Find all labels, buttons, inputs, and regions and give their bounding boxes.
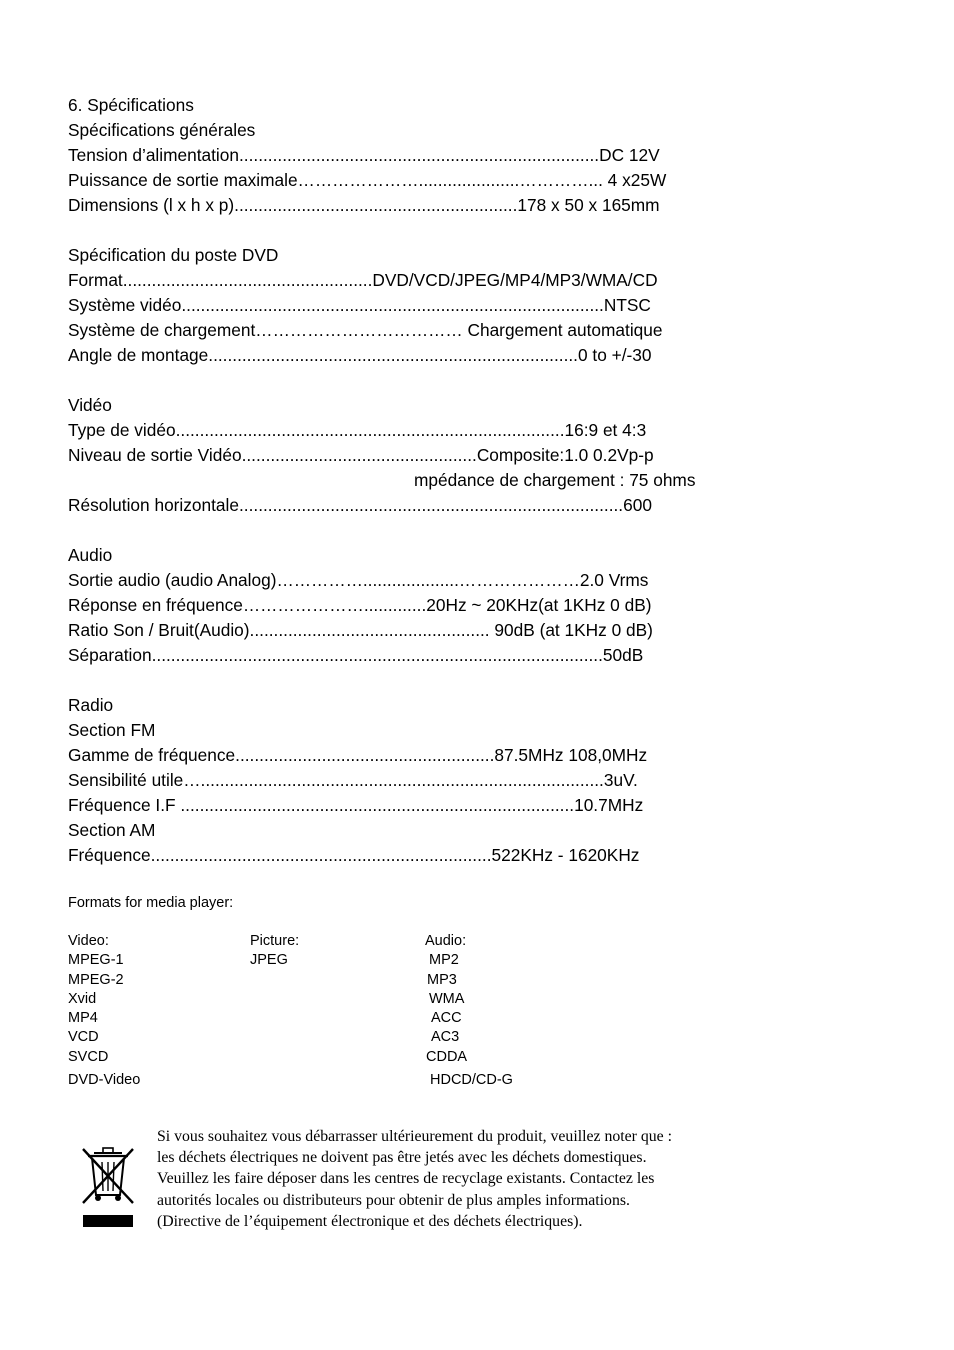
media-video-item: VCD <box>68 1029 99 1046</box>
media-video-item: Xvid <box>68 990 97 1007</box>
spec-fm-if: Fréquence I.F ..................................................................................10.7MHz <box>68 795 644 815</box>
weee-crossed-bin-icon <box>80 1145 136 1229</box>
spec-max-output: Puissance de sortie maximale………………….....................…………... 4 x25W <box>68 170 667 190</box>
media-video-item: MPEG-1 <box>68 952 124 969</box>
section-title: 6. Spécifications <box>68 95 194 115</box>
general-specs-heading: Spécifications générales <box>68 120 256 140</box>
media-audio-item: HDCD/CD-G <box>430 1072 513 1089</box>
media-audio-item: CDDA <box>426 1048 468 1065</box>
media-formats-title: Formats for media player: <box>68 895 234 911</box>
notice-line: les déchets électriques ne doivent pas être jetés avec les déchets domestiques. <box>157 1149 647 1167</box>
media-audio-item: ACC <box>431 1010 462 1027</box>
video-heading: Vidéo <box>68 395 112 415</box>
spec-frequency-response: Réponse en fréquence………………….............20Hz ~ 20KHz(at 1KHz 0 dB) <box>68 595 652 615</box>
media-audio-item: AC3 <box>431 1029 460 1046</box>
spec-load-impedance: mpédance de chargement : 75 ohms <box>414 470 696 490</box>
media-audio-item: WMA <box>429 990 465 1007</box>
media-audio-column <box>425 932 513 1090</box>
spec-separation: Séparation..............................................................................................50dB <box>68 645 644 665</box>
spec-horizontal-resolution: Résolution horizontale................................................................................600 <box>68 495 652 515</box>
media-video-item: MPEG-2 <box>68 971 124 988</box>
spec-fm-range: Gamme de fréquence......................................................87.5MHz 108,0MHz <box>68 745 648 765</box>
dvd-specs-heading: Spécification du poste DVD <box>68 245 279 265</box>
notice-line: Veuillez les faire déposer dans les centres de recyclage existants. Contactez les <box>157 1170 655 1188</box>
fm-section-heading: Section FM <box>68 720 156 740</box>
spec-supply-voltage: Tension d’alimentation...........................................................................DC 12V <box>68 145 660 165</box>
media-picture-header: Picture: <box>250 933 300 949</box>
spec-video-type: Type de vidéo.................................................................................16:9 et 4:3 <box>68 420 647 440</box>
spec-am-frequency: Fréquence.......................................................................522KHz - 1620KHz <box>68 845 640 865</box>
am-section-heading: Section AM <box>68 820 156 840</box>
notice-line: autorités locales ou distributeurs pour obtenir de plus amples informations. <box>157 1191 630 1209</box>
media-video-item: SVCD <box>68 1048 109 1065</box>
specifications-section <box>68 93 748 868</box>
media-picture-column <box>250 932 299 971</box>
media-video-item: MP4 <box>68 1010 98 1027</box>
spec-mounting-angle: Angle de montage.............................................................................0 to +/-30 <box>68 345 652 365</box>
media-audio-item: MP3 <box>427 971 457 988</box>
media-picture-item: JPEG <box>250 952 288 969</box>
audio-heading: Audio <box>68 545 113 565</box>
spec-snr: Ratio Son / Bruit(Audio).................................................. 90dB (at 1KHz 0 dB) <box>68 620 653 640</box>
radio-heading: Radio <box>68 695 114 715</box>
spec-video-output-level: Niveau de sortie Vidéo.................................................Composite:1.0 0.2Vp-p <box>68 445 654 465</box>
notice-line: Si vous souhaitez vous débarrasser ultérieurement du produit, veuillez noter que : <box>157 1128 673 1145</box>
media-video-column <box>68 932 140 1090</box>
spec-format: Format....................................................DVD/VCD/JPEG/MP4/MP3/WMA/CD <box>68 270 658 290</box>
media-video-item: DVD-Video <box>68 1072 141 1089</box>
spec-loading-system: Système de chargement……………………………… Chargement automatique <box>68 320 663 340</box>
notice-line: (Directive de l’équipement électronique et des déchets électriques). <box>157 1212 583 1230</box>
spec-dimensions: Dimensions (l x h x p)...........................................................178 x 50 x 165mm <box>68 195 660 215</box>
spec-fm-sensitivity: Sensibilité utile…....................................................................................3uV. <box>68 770 638 790</box>
media-audio-item: MP2 <box>429 952 459 969</box>
disposal-notice <box>157 1126 777 1232</box>
spec-audio-output: Sortie audio (audio Analog)……………....................…………………2.0 Vrms <box>68 570 649 590</box>
media-audio-header: Audio: <box>425 933 467 949</box>
spec-video-system: Système vidéo........................................................................................NTSC <box>68 295 651 315</box>
media-video-header: Video: <box>68 933 109 949</box>
